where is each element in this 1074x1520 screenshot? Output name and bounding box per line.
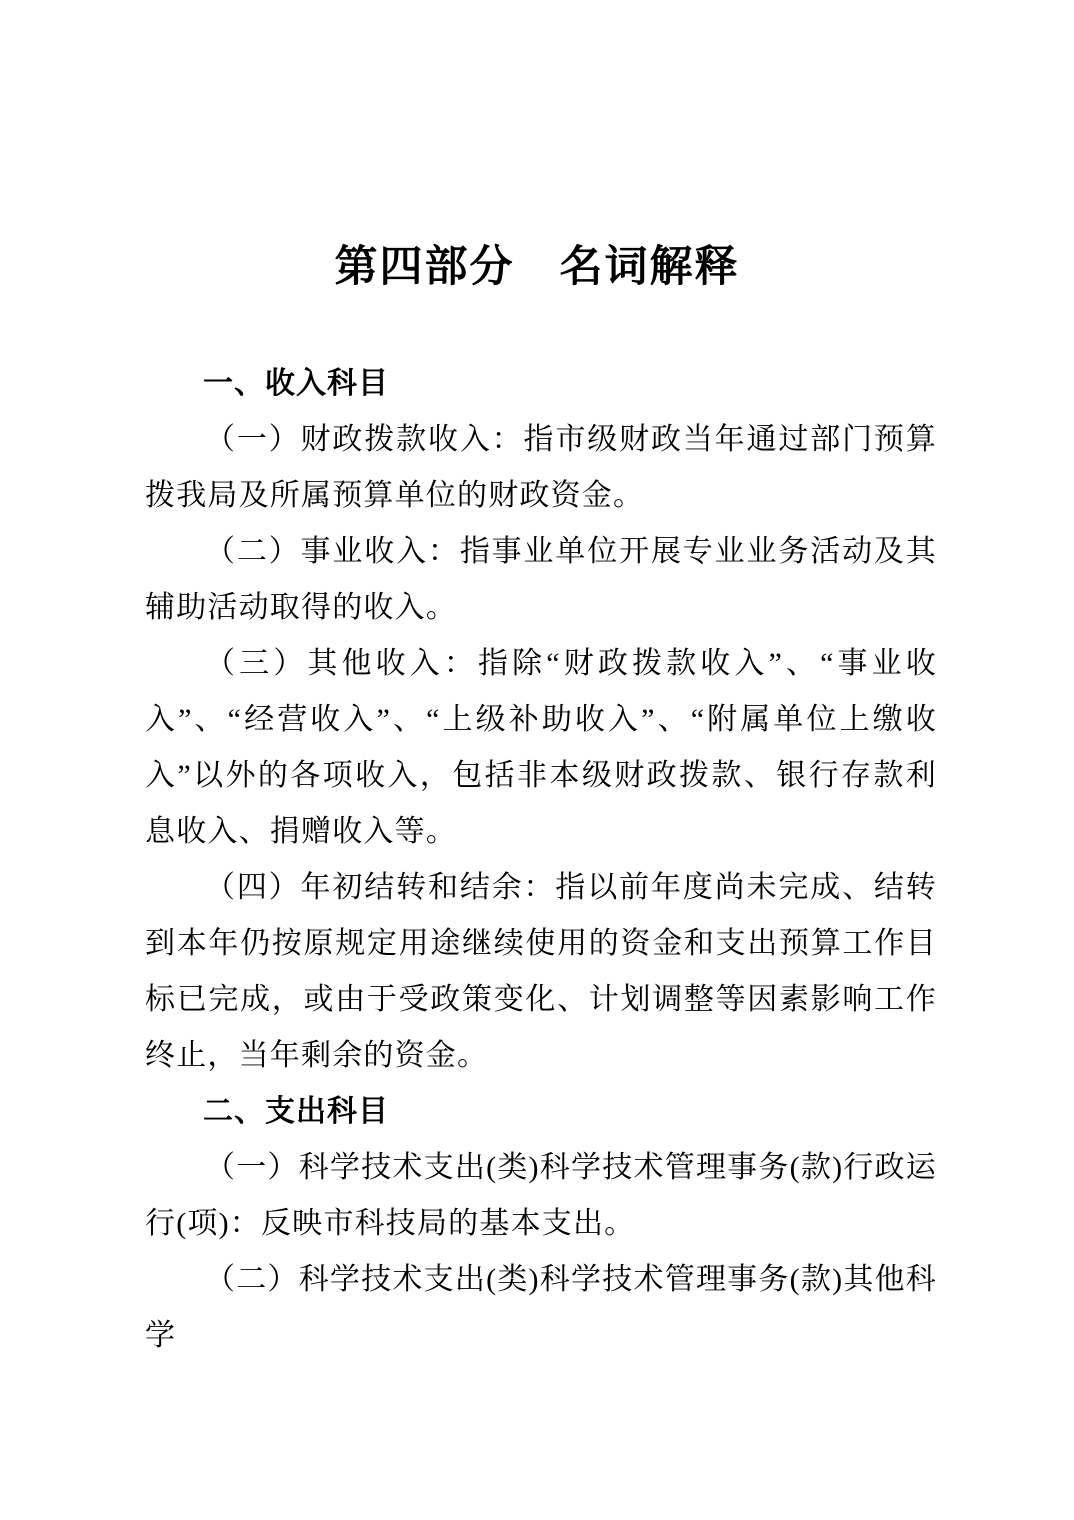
income-paragraph-operational-income: （二）事业收入：指事业单位开展专业业务活动及其辅助活动取得的收入。	[145, 535, 937, 624]
income-paragraph-other-income: （三）其他收入：指除“财政拨款收入”、“事业收入”、“经营收入”、“上级补助收入”、“附属单位上缴收入”以外的各项收入，包括非本级财政拨款、银行存款利息收入、捐赠收入等。	[145, 647, 937, 848]
expenditure-paragraph-other-science: （二）科学技术支出(类)科学技术管理事务(款)其他科学	[145, 1263, 937, 1352]
section-heading-income: 一、收入科目	[203, 367, 389, 400]
document-body	[145, 356, 937, 1364]
document-title: 第四部分 名词解释	[334, 244, 740, 291]
expenditure-paragraph-admin-operation: （一）科学技术支出(类)科学技术管理事务(款)行政运行(项)：反映市科技局的基本支出。	[145, 1151, 937, 1240]
income-paragraph-carryover-surplus: （四）年初结转和结余：指以前年度尚未完成、结转到本年仍按原规定用途继续使用的资金和支出预算工作目标已完成，或由于受政策变化、计划调整等因素影响工作终止，当年剩余的资金。	[145, 871, 937, 1072]
section-heading-expenditure: 二、支出科目	[203, 1095, 389, 1128]
income-paragraph-fiscal-appropriation: （一）财政拨款收入：指市级财政当年通过部门预算拨我局及所属预算单位的财政资金。	[145, 423, 937, 512]
